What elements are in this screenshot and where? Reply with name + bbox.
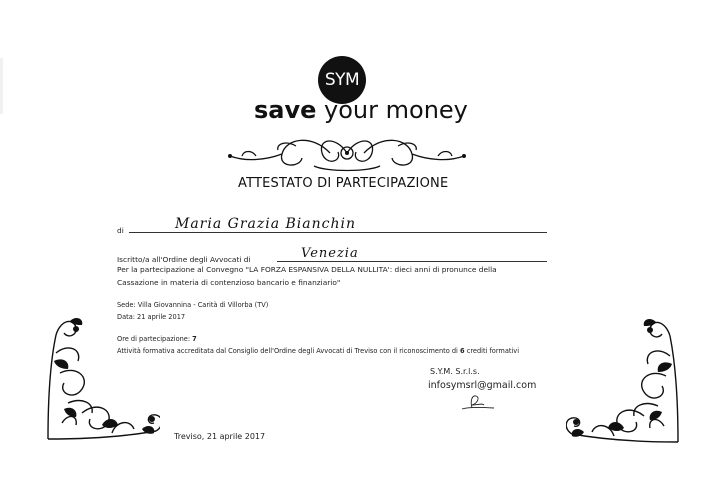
hours-line bbox=[117, 334, 577, 346]
hours-value: 7 bbox=[192, 335, 197, 343]
date-line: Data: 21 aprile 2017 bbox=[117, 312, 186, 321]
issuer-email: infosymsrl@gmail.com bbox=[428, 380, 537, 391]
credits-text-before: Attività formativa accreditata dal Consiglio dell'Ordine degli Avvocati di Treviso con il riconoscimento di bbox=[117, 346, 460, 355]
credits-block bbox=[117, 334, 577, 357]
conference-description bbox=[117, 264, 577, 289]
di-label: di bbox=[117, 226, 124, 235]
order-city: Venezia bbox=[301, 246, 359, 261]
credits-text-after: crediti formativi bbox=[464, 346, 520, 355]
ornamental-divider-icon bbox=[226, 128, 468, 178]
city-underline bbox=[277, 261, 547, 262]
name-underline bbox=[129, 232, 547, 233]
footer-place-date: Treviso, 21 aprile 2017 bbox=[174, 432, 266, 441]
participant-name: Maria Grazia Bianchin bbox=[175, 216, 357, 232]
venue-line: Sede: Villa Giovannina - Carità di Villorba (TV) bbox=[117, 301, 269, 309]
brand-rest: your money bbox=[316, 96, 468, 124]
order-row bbox=[117, 248, 547, 264]
brand-bold: save bbox=[254, 96, 317, 124]
participant-row bbox=[117, 217, 547, 235]
issuer-company: S.Y.M. S.r.l.s. bbox=[430, 367, 480, 376]
conference-line-2: Cassazione in materia di contenzioso bancario e finanziario" bbox=[117, 277, 341, 287]
hours-label: Ore di partecipazione: bbox=[117, 335, 193, 343]
issuer-block bbox=[428, 367, 568, 391]
venue-block bbox=[117, 300, 577, 323]
corner-flourish-left-icon bbox=[42, 313, 160, 443]
page-edge-shadow bbox=[0, 58, 3, 114]
brand-name bbox=[254, 96, 468, 124]
signature-icon bbox=[458, 393, 498, 413]
certificate-title: ATTESTATO DI PARTECIPAZIONE bbox=[238, 176, 449, 191]
credits-line bbox=[117, 346, 577, 358]
logo-mark: SYM bbox=[324, 70, 360, 90]
credits-value: 6 bbox=[460, 346, 465, 355]
corner-flourish-right-icon bbox=[566, 314, 686, 448]
conference-line-1: Per la partecipazione al Convegno "LA FORZA ESPANSIVA DELLA NULLITA': dieci anni di pronunce della bbox=[117, 265, 497, 274]
order-label: Iscritto/a all'Ordine degli Avvocati di bbox=[117, 255, 251, 264]
